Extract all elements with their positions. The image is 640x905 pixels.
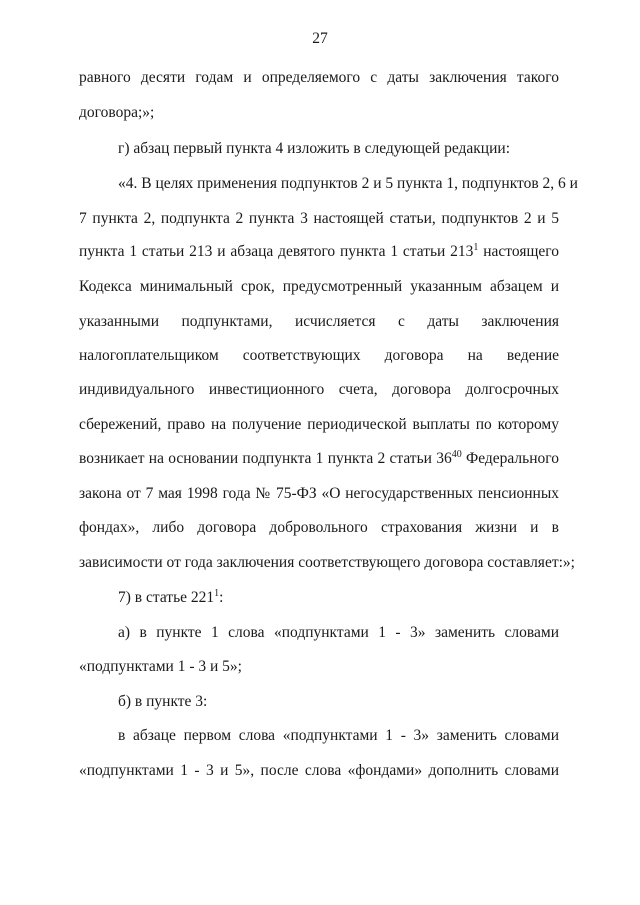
text-line: г) абзац первый пункта 4 изложить в следующей редакции: xyxy=(118,140,511,157)
superscript: 1 xyxy=(214,588,220,599)
text-line: фондах», либо договора добровольного страхования жизни и в xyxy=(79,519,559,536)
text-line xyxy=(118,588,559,608)
text-line xyxy=(79,242,559,262)
text-line: в абзаце первом слова «подпунктами 1 - 3» заменить словами xyxy=(118,727,559,744)
superscript: 40 xyxy=(451,449,462,460)
text-line: 7 пункта 2, подпункта 2 пункта 3 настоящей статьи, подпунктов 2 и 5 xyxy=(79,210,559,227)
text-run: : xyxy=(219,589,224,606)
text-line: «подпунктами 1 - 3 и 5»; xyxy=(79,658,242,675)
text-line: Кодекса минимальный срок, предусмотренный указанным абзацем и xyxy=(79,278,559,295)
text-run: Федерального xyxy=(461,450,559,467)
text-line: сбережений, право на получение периодической выплаты по которому xyxy=(79,416,559,433)
text-run: 7) в статье 221 xyxy=(118,589,215,606)
text-line: зависимости от года заключения соответствующего договора составляет:»; xyxy=(79,554,575,571)
text-line: закона от 7 мая 1998 года № 75-ФЗ «О негосударственных пенсионных xyxy=(79,485,559,502)
text-line: «4. В целях применения подпунктов 2 и 5 пункта 1, подпунктов 2, 6 и xyxy=(118,175,578,192)
text-line: равного десяти годам и определяемого с даты заключения такого xyxy=(79,69,559,86)
text-line: указанными подпунктами, исчисляется с даты заключения xyxy=(79,313,559,330)
text-line xyxy=(79,449,559,469)
superscript: 1 xyxy=(473,242,479,253)
text-line: а) в пункте 1 слова «подпунктами 1 - 3» заменить словами xyxy=(118,624,559,641)
text-run: возникает на основании подпункта 1 пункта 2 статьи 36 xyxy=(79,450,452,467)
text-line: налогоплательщиком соответствующих договора на ведение xyxy=(79,347,559,364)
text-line: договора;»; xyxy=(79,104,155,121)
text-line: «подпунктами 1 - 3 и 5», после слова «фондами» дополнить словами xyxy=(79,762,559,779)
text-line: индивидуального инвестиционного счета, договора долгосрочных xyxy=(79,381,559,398)
page-number: 27 xyxy=(312,30,328,47)
text-run: настоящего xyxy=(478,243,559,260)
text-line: б) в пункте 3: xyxy=(118,693,208,710)
text-run: пункта 1 статьи 213 и абзаца девятого пункта 1 статьи 213 xyxy=(79,243,474,260)
